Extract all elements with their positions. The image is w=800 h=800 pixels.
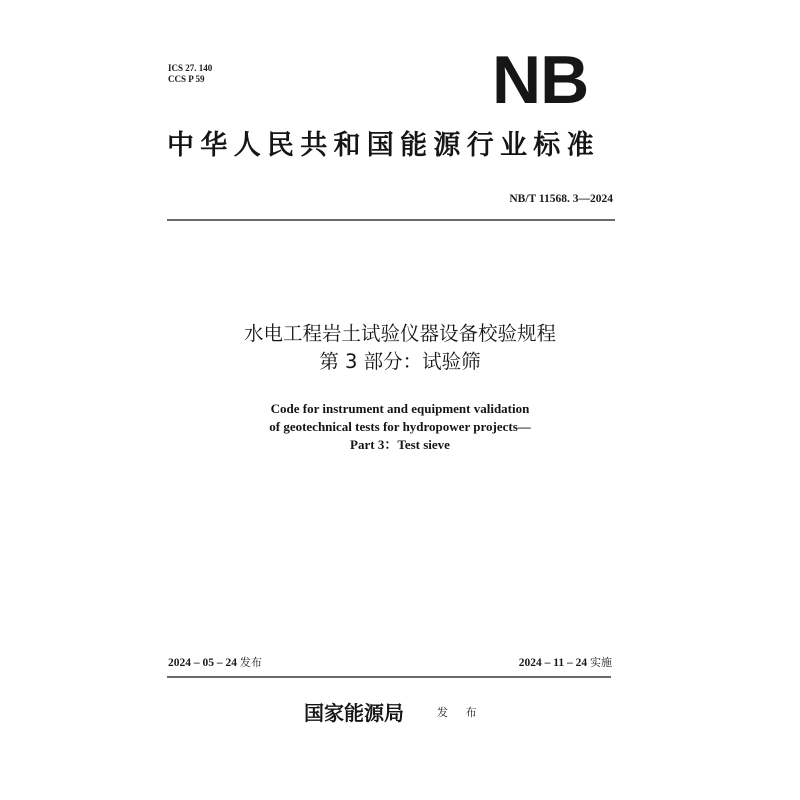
- ccs-code: CCS P 59: [168, 74, 205, 84]
- publish-label: 发 布: [437, 706, 484, 719]
- bottom-divider: [167, 676, 611, 678]
- standard-number: NB/T 11568. 3—2024: [509, 193, 613, 205]
- chinese-title-line-2: 第 3 部分：试验筛: [319, 350, 481, 373]
- english-title-line-2: of geotechnical tests for hydropower projects—: [269, 419, 531, 434]
- implementation-date-label: 实施: [590, 656, 612, 669]
- ics-code: ICS 27. 140: [168, 63, 213, 73]
- top-divider: [167, 219, 615, 221]
- standard-organization-title: 中华人民共和国能源行业标准: [167, 130, 600, 161]
- implementation-date-value: 2024 – 11 – 24: [518, 657, 588, 669]
- issue-date: [168, 656, 262, 670]
- english-title-line-1: Code for instrument and equipment validation: [270, 401, 530, 416]
- classification-codes: [168, 63, 212, 85]
- nb-logo: NB: [492, 42, 589, 118]
- implementation-date: [519, 656, 612, 670]
- issue-date-value: 2024 – 05 – 24: [168, 657, 237, 669]
- chinese-title-line-1: 水电工程岩土试验仪器设备校验规程: [243, 322, 556, 345]
- english-title-line-3: Part 3：Test sieve: [350, 437, 450, 452]
- publisher-name: 国家能源局: [304, 701, 404, 725]
- issue-date-label: 发布: [239, 656, 262, 669]
